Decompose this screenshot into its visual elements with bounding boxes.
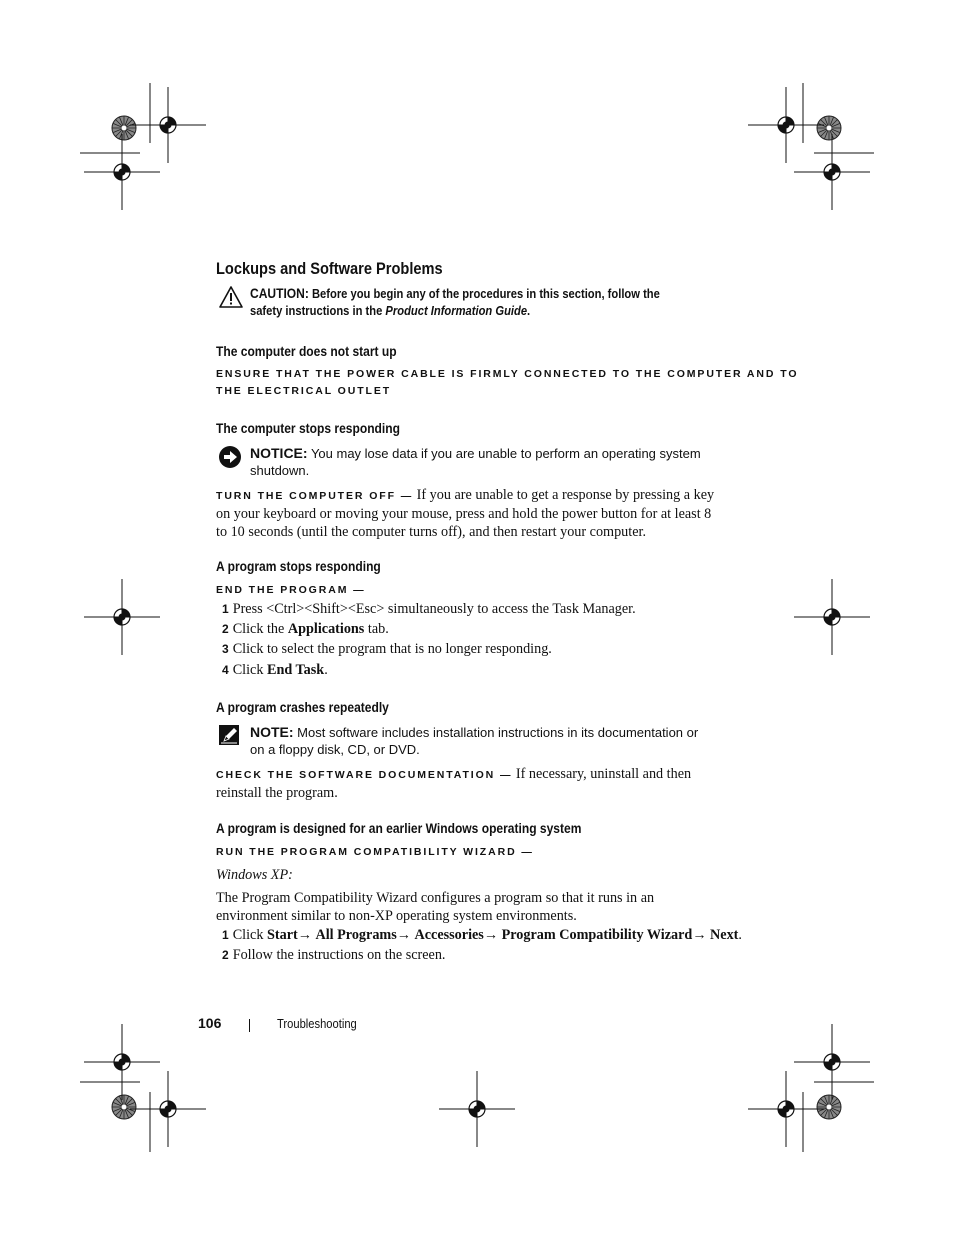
section-title: Lockups and Software Problems	[216, 259, 443, 278]
step-1: 1 Press <Ctrl><Shift><Esc> simultaneously to access the Task Manager.	[222, 601, 636, 617]
step-3: 3 Click to select the program that is no longer responding.	[222, 641, 552, 657]
chapter-title: Troubleshooting	[277, 1016, 357, 1031]
step-2: 2 Click the Applications tab.	[222, 621, 389, 637]
wizard-step-1: 1 Click Start→ All Programs→ Accessories→ Program Compatibility Wizard→ Next.	[222, 927, 742, 943]
heading-not-start: The computer does not start up	[216, 343, 397, 359]
notice-arrow-icon	[218, 445, 244, 469]
action-not-start-line2: THE ELECTRICAL OUTLET	[216, 385, 392, 397]
guide-title: Product Information Guide	[385, 303, 528, 318]
heading-earlier-windows: A program is designed for an earlier Windows operating system	[216, 820, 582, 836]
action-run-wizard: RUN THE PROGRAM COMPATIBILITY WIZARD —	[216, 846, 534, 858]
notice-label: NOTICE:	[250, 445, 308, 461]
caution-box: CAUTION: Before you begin any of the procedures in this section, follow the safety instructions in the Product Information Guide.	[216, 285, 716, 319]
footer-divider	[249, 1019, 250, 1032]
action-not-start-line1: ENSURE THAT THE POWER CABLE IS FIRMLY CONNECTED TO THE COMPUTER AND TO	[216, 368, 799, 380]
paragraph-check-docs: CHECK THE SOFTWARE DOCUMENTATION — If necessary, uninstall and then reinstall the program.	[216, 766, 692, 801]
wizard-step-2: 2 Follow the instructions on the screen.	[222, 947, 446, 963]
note-label: NOTE:	[250, 724, 294, 740]
step-4: 4 Click End Task.	[222, 662, 328, 678]
action-end-program: END THE PROGRAM —	[216, 584, 366, 596]
action-turn-off: TURN THE COMPUTER OFF —	[216, 490, 414, 502]
paragraph-wizard: The Program Compatibility Wizard configures a program so that it runs in an environment similar to non-XP operating system environments.	[216, 890, 655, 924]
os-label: Windows XP:	[216, 867, 293, 883]
page-number: 106	[198, 1015, 222, 1031]
action-check-docs: CHECK THE SOFTWARE DOCUMENTATION —	[216, 769, 513, 781]
heading-crashes: A program crashes repeatedly	[216, 699, 389, 715]
notice-box: NOTICE: You may lose data if you are unable to perform an operating system shutdown.	[216, 445, 716, 479]
note-box: NOTE: Most software includes installation instructions in its documentation or on a floppy disk, CD, or DVD.	[216, 724, 716, 758]
caution-triangle-icon	[218, 285, 244, 309]
caution-label: CAUTION:	[250, 285, 309, 301]
paragraph-turn-off: TURN THE COMPUTER OFF — If you are unable to get a response by pressing a key on your keyboard or moving your mouse, press and hold the power button for at least 8 to 10 seconds (until the computer turns off), and then restart your computer.	[216, 487, 715, 540]
heading-stops-responding: The computer stops responding	[216, 420, 400, 436]
heading-program-stops: A program stops responding	[216, 558, 381, 574]
note-pencil-icon	[218, 724, 244, 748]
